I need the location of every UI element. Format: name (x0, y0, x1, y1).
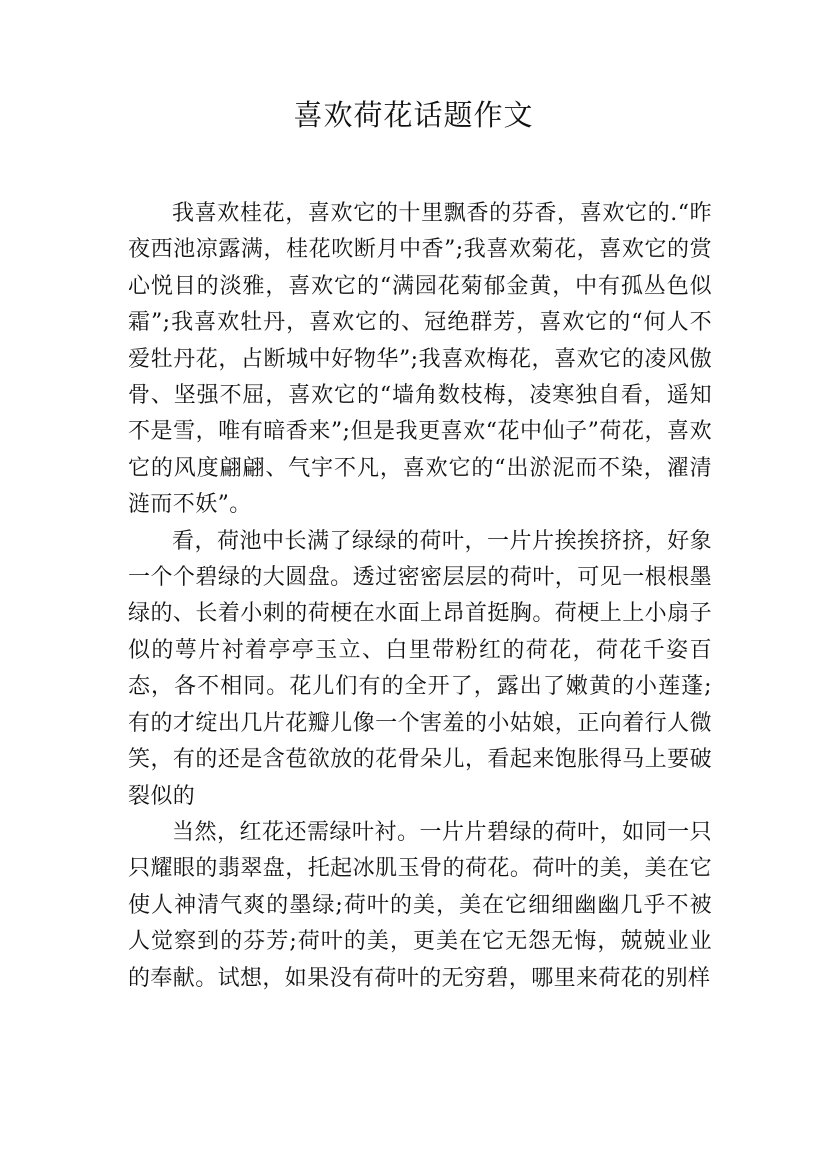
document-body (128, 196, 712, 997)
paragraph-1: 我喜欢桂花，喜欢它的十里飘香的芬香，喜欢它的.“昨夜西池凉露满，桂花吹断月中香”;我喜欢菊花，喜欢它的赏心悦目的淡雅，喜欢它的“满园花菊郁金黄，中有孤丛色似霜”;我喜欢牡丹，喜欢它的、冠绝群芳，喜欢它的“何人不爱牡丹花，占断城中好物华”;我喜欢梅花，喜欢它的凌风傲骨、坚强不屈，喜欢它的“墙角数枝梅，凌寒独自看，遥知不是雪，唯有暗香来”;但是我更喜欢“花中仙子”荷花，喜欢它的风度翩翩、气宇不凡，喜欢它的“出淤泥而不染，濯清涟而不妖”。 (128, 201, 712, 518)
paragraph-2: 看，荷池中长满了绿绿的荷叶，一片片挨挨挤挤，好象一个个碧绿的大圆盘。透过密密层层的荷叶，可见一根根墨绿的、长着小刺的荷梗在水面上昂首挺胸。荷梗上上小扇子似的萼片衬着亭亭玉立、白里带粉红的荷花，荷花千姿百态，各不相同。花儿们有的全开了，露出了嫩黄的小莲蓬;有的才绽出几片花瓣儿像一个害羞的小姑娘，正向着行人微笑，有的还是含苞欲放的花骨朵儿，看起来饱胀得马上要破裂似的 (128, 528, 712, 809)
paragraph-3: 当然，红花还需绿叶衬。一片片碧绿的荷叶，如同一只只耀眼的翡翠盘，托起冰肌玉骨的荷花。荷叶的美，美在它使人神清气爽的墨绿;荷叶的美，美在它细细幽幽几乎不被人觉察到的芬芳;荷叶的美，更美在它无怨无悔，兢兢业业的奉献。试想，如果没有荷叶的无穷碧，哪里来荷花的别样 (128, 819, 712, 991)
document-title: 喜欢荷花话题作文 (293, 98, 534, 132)
